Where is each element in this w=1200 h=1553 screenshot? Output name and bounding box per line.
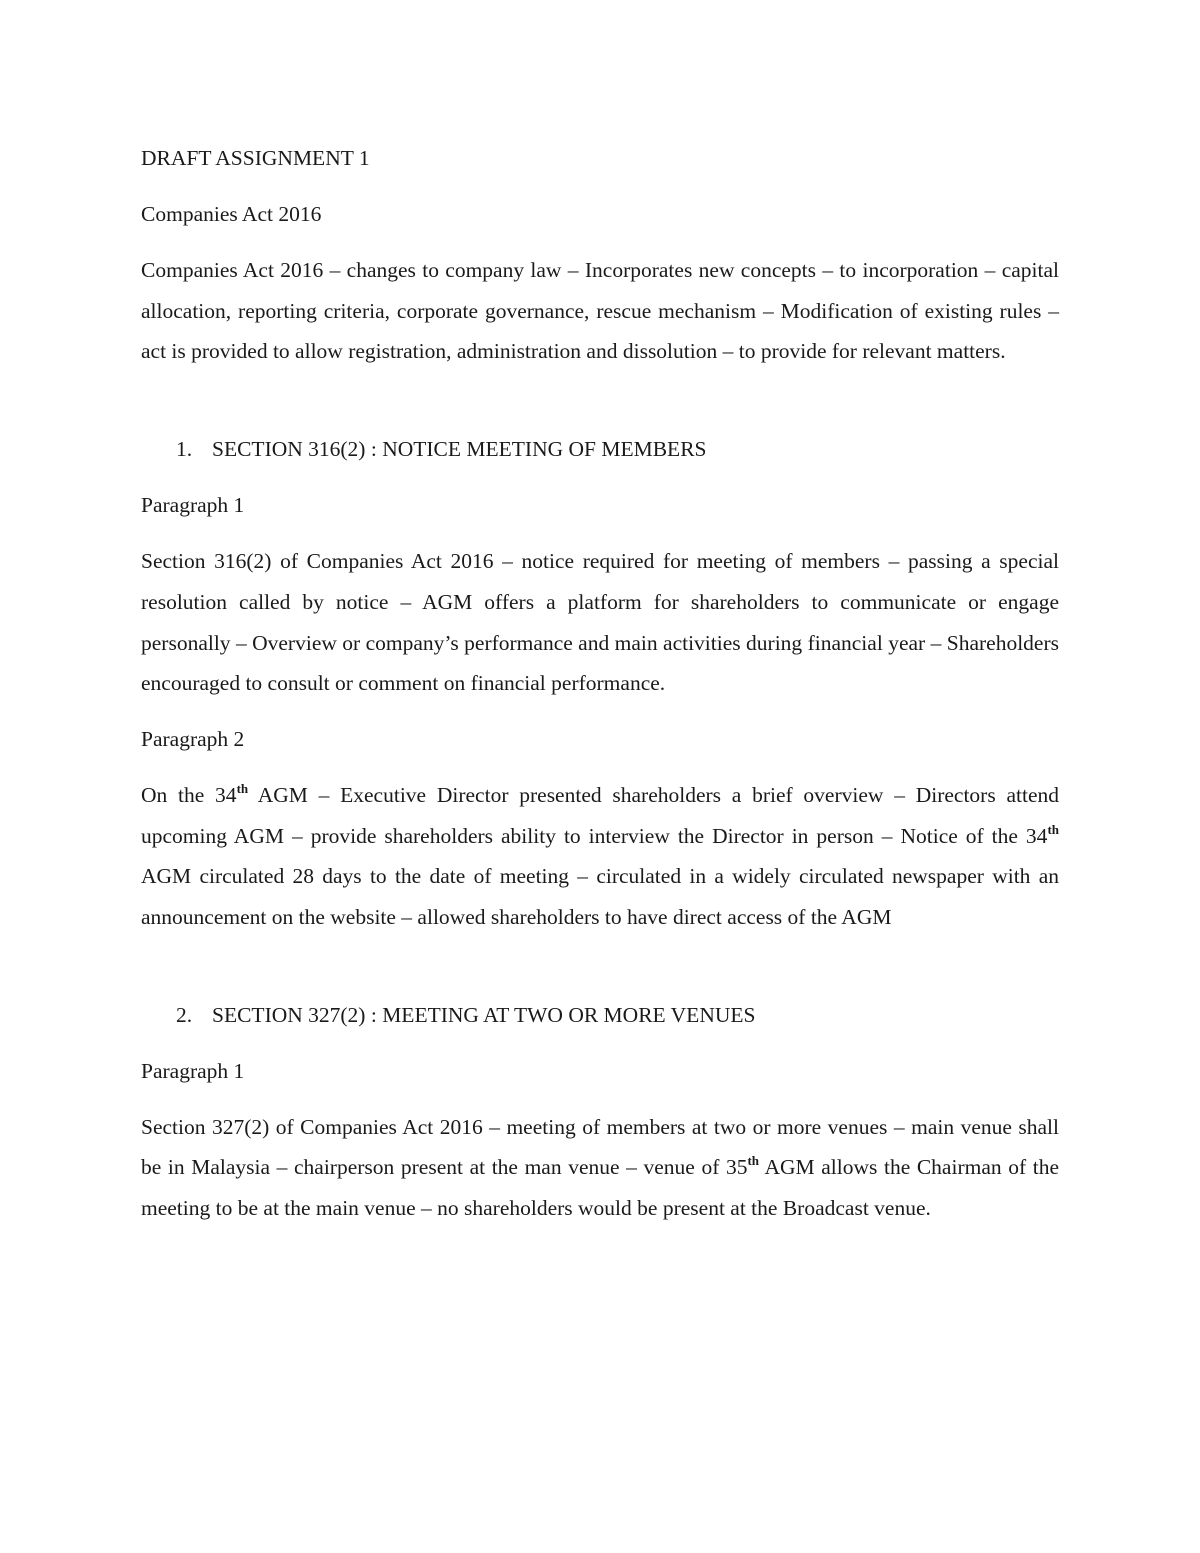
- section-2-paragraph-1-text: [141, 1107, 1059, 1229]
- text-run: AGM – Executive Director presented shareholders a brief overview – Directors attend upcoming AGM – provide shareholders ability to interview the Director in person – Notice of the 34: [141, 782, 1059, 848]
- section-1-paragraph-2-label: Paragraph 2: [141, 726, 245, 751]
- text-run: AGM allows the Chairman of the meeting to be at the main venue – no shareholders would be present at the Broadcast venue.: [141, 1155, 1060, 1221]
- section-1-paragraph-1-label: Paragraph 1: [141, 493, 245, 518]
- section-2-title: SECTION 327(2) : MEETING AT TWO OR MORE VENUES: [212, 1002, 756, 1027]
- section-2-number: 2.: [176, 1002, 193, 1027]
- ordinal-superscript: th: [236, 780, 249, 796]
- section-1-title: SECTION 316(2) : NOTICE MEETING OF MEMBERS: [212, 437, 707, 462]
- document-title: DRAFT ASSIGNMENT 1: [141, 146, 370, 170]
- document-subtitle: Companies Act 2016: [141, 202, 322, 226]
- document-body: [141, 138, 1059, 1229]
- section-1-paragraph-1-text: Section 316(2) of Companies Act 2016 – notice required for meeting of members – passing a special resolution called by notice – AGM offers a platform for shareholders to communicate or engage personally – Overview or company’s performance and main activities during financial year – Shareholders encouraged to consult or comment on financial performance.: [141, 549, 1059, 696]
- section-2-paragraph-1-label: Paragraph 1: [141, 1058, 245, 1083]
- ordinal-superscript: th: [747, 1153, 760, 1169]
- section-1-number: 1.: [176, 437, 193, 462]
- ordinal-superscript: th: [1047, 821, 1059, 837]
- section-2-heading: [141, 995, 1059, 1036]
- text-run: On the 34: [141, 782, 237, 807]
- intro-paragraph: Companies Act 2016 – changes to company law – Incorporates new concepts – to incorporation – capital allocation, reporting criteria, corporate governance, rescue mechanism – Modification of existing rules – act is provided to allow registration, administration and dissolution – to provide for relevant matters.: [141, 258, 1059, 364]
- section-1-paragraph-2-text: [141, 775, 1059, 938]
- text-run: AGM circulated 28 days to the date of meeting – circulated in a widely circulated newspaper with an announcement on the website – allowed shareholders to have direct access of the AGM: [141, 864, 1059, 930]
- section-1-heading: [141, 429, 1059, 470]
- text-run: Section 327(2) of Companies Act 2016 – meeting of members at two or more venues – main venue shall be in Malaysia – chairperson present at the man venue – venue of 35: [141, 1114, 1059, 1180]
